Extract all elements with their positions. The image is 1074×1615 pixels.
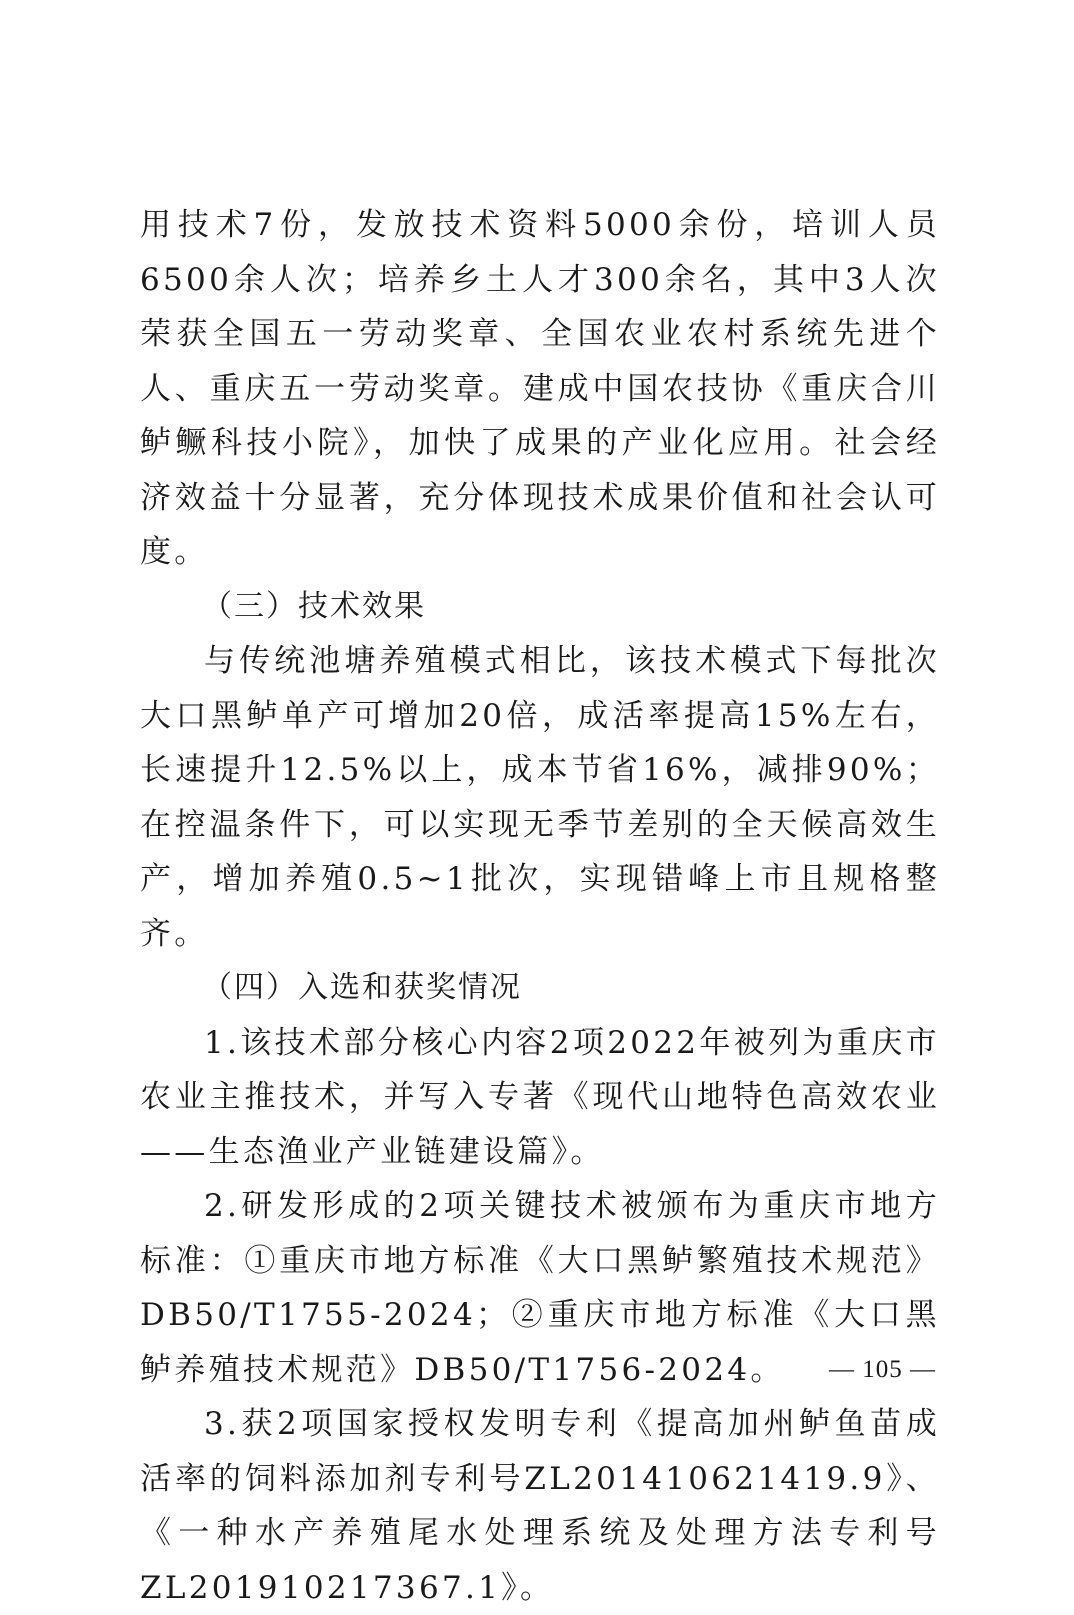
paragraph-continuation: 用技术7份，发放技术资料5000余份，培训人员6500余人次；培养乡土人才300余名，其中3人次荣获全国五一劳动奖章、全国农业农村系统先进个人、重庆五一劳动奖章。建成中国农技协《重庆合川鲈鳜科技小院》，加快了成果的产业化应用。社会经济效益十分显著，充分体现技术成果价值和社会认可度。 bbox=[140, 207, 940, 570]
document-body bbox=[140, 198, 940, 1615]
section-heading-awards: （四）入选和获奖情况 bbox=[202, 970, 522, 1005]
section-heading-technical-effect: （三）技术效果 bbox=[202, 588, 426, 624]
paragraph-award-2: 2.研发形成的2项关键技术被颁布为重庆市地方标准：①重庆市地方标准《大口黑鲈繁殖技术规范》DB50/T1755-2024；②重庆市地方标准《大口黑鲈养殖技术规范》DB50/T1756-2024。 bbox=[140, 1188, 940, 1388]
paragraph-award-1: 1.该技术部分核心内容2项2022年被列为重庆市农业主推技术，并写入专著《现代山地特色高效农业——生态渔业产业链建设篇》。 bbox=[140, 1024, 940, 1170]
paragraph-award-3: 3.获2项国家授权发明专利《提高加州鲈鱼苗成活率的饲料添加剂专利号ZL201410621419.9》、《一种水产养殖尾水处理系统及处理方法专利号ZL201910217367.1》。 bbox=[140, 1406, 940, 1606]
paragraph-technical-effect: 与传统池塘养殖模式相比，该技术模式下每批次大口黑鲈单产可增加20倍，成活率提高15%左右，长速提升12.5%以上，成本节省16%，减排90%；在控温条件下，可以实现无季节差别的全天候高效生产，增加养殖0.5~1批次，实现错峰上市且规格整齐。 bbox=[140, 643, 940, 952]
page-number: — 105 — bbox=[829, 1356, 936, 1383]
